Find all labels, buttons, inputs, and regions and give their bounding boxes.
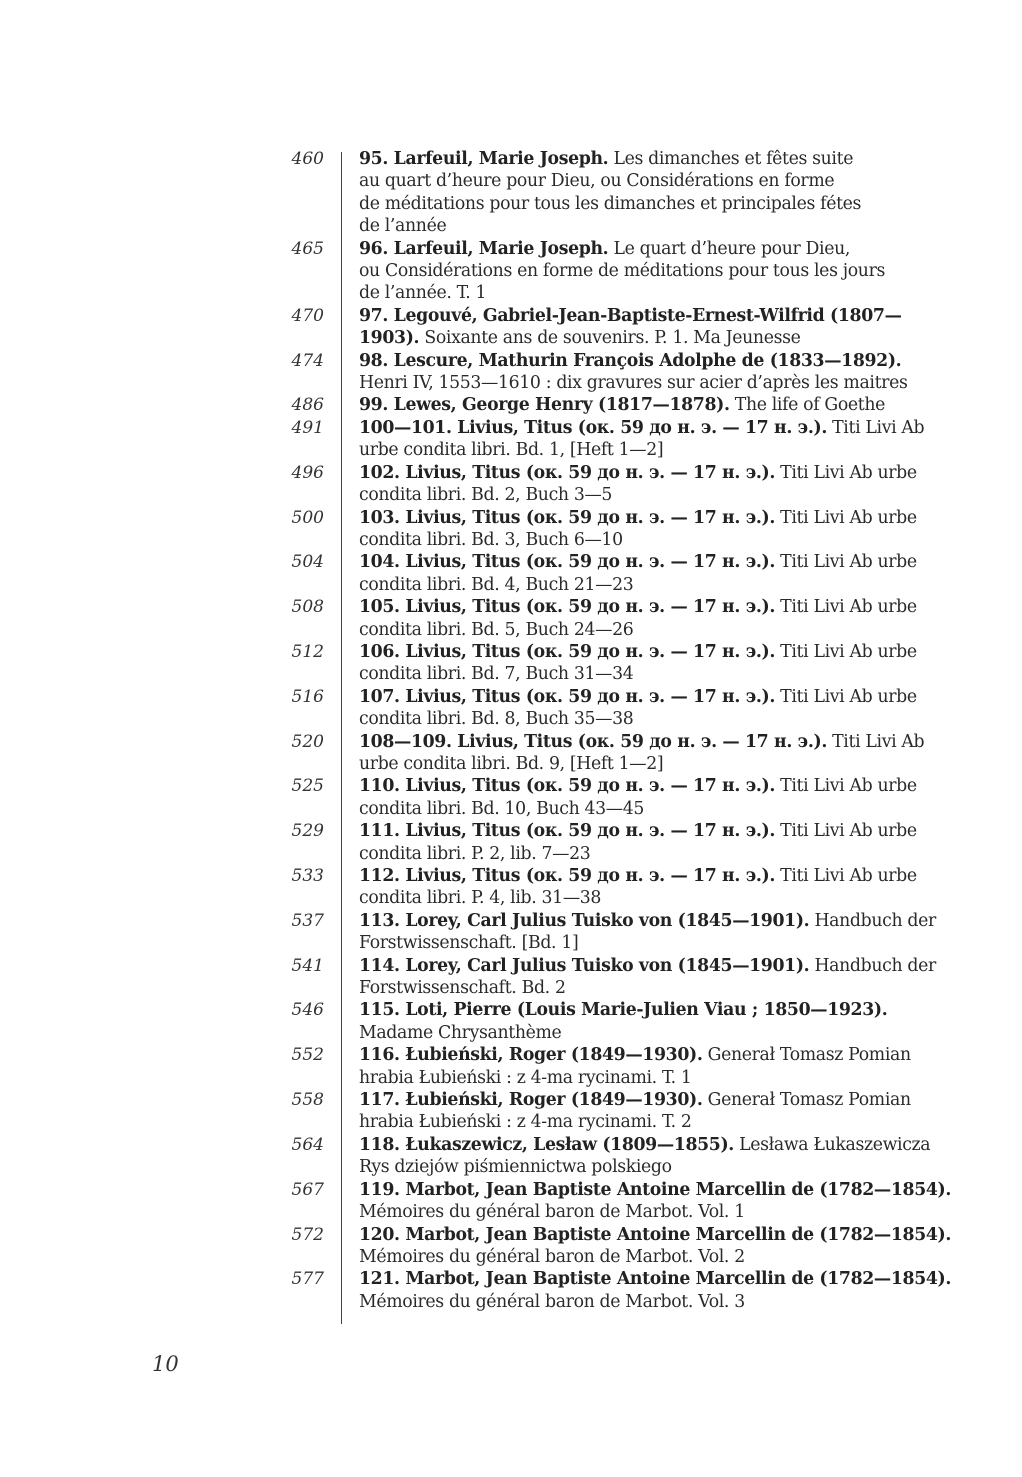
entry-title: urbe condita libri. Bd. 1, [Heft 1—2]: [359, 440, 664, 461]
entry-title: Forstwissenschaft. Bd. 2: [359, 978, 566, 999]
index-entry: [240, 910, 940, 955]
entry-line: [359, 260, 934, 282]
entry-page-number: 546: [291, 1000, 324, 1021]
entry-title: de l’année. T. 1: [359, 283, 487, 304]
index-entry: [240, 1089, 940, 1134]
entry-line: [359, 708, 934, 730]
entry-line: [359, 865, 934, 887]
entry-title: Mémoires du général baron de Marbot. Vol. 1: [359, 1202, 745, 1223]
entry-text: [359, 1268, 952, 1313]
entry-line: [359, 932, 934, 954]
entry-title: Generał Tomasz Pomian: [702, 1045, 911, 1066]
entry-title: Titi Livi Ab urbe: [775, 866, 917, 886]
entry-title: condita libri. Bd. 8, Buch 35—38: [359, 709, 634, 730]
entry-line: [359, 843, 934, 865]
entry-line: [359, 170, 934, 192]
entry-line: [359, 1156, 934, 1178]
index-entry: [240, 775, 940, 820]
entry-heading: 100—101. Livius, Titus (ок. 59 до н. э. — 17 н. э.).: [359, 417, 827, 438]
entry-heading: 112. Livius, Titus (ок. 59 до н. э. — 17 н. э.).: [359, 866, 776, 886]
entry-line: [359, 372, 934, 394]
entry-line: [359, 731, 934, 753]
entry-page-number: 486: [291, 395, 324, 416]
entry-heading: 120. Marbot, Jean Baptiste Antoine Marcellin de (1782—1854).: [359, 1224, 952, 1245]
entry-text: [359, 305, 934, 350]
entry-title: Les dimanches et fêtes suite: [608, 149, 854, 169]
entry-line: [359, 775, 934, 797]
entry-page-number: 474: [291, 350, 324, 371]
entry-text: [359, 1089, 934, 1134]
index-entry: [240, 1134, 940, 1179]
entry-page-number: 541: [291, 955, 324, 976]
entry-line: [359, 619, 934, 641]
entry-title: condita libri. Bd. 3, Buch 6—10: [359, 529, 623, 550]
entry-line: [359, 887, 934, 909]
entry-title: Rys dziejów piśmiennictwa polskiego: [359, 1157, 672, 1178]
entry-heading: 102. Livius, Titus (ок. 59 до н. э. — 17 н. э.).: [359, 462, 776, 483]
entry-text: [359, 350, 934, 395]
index-entry: [240, 1224, 952, 1269]
entry-title: condita libri. Bd. 2, Buch 3—5: [359, 485, 613, 506]
entry-page-number: 470: [291, 305, 324, 326]
entry-title: condita libri. P. 2, lib. 7—23: [359, 843, 591, 864]
index-entry: [240, 305, 940, 350]
entry-title: Handbuch der: [809, 955, 936, 976]
entry-title: Madame Chrysanthème: [359, 1022, 562, 1043]
entry-line: [359, 820, 934, 842]
entry-page-number: 520: [291, 731, 324, 752]
index-entry: [240, 999, 940, 1044]
index-entry: [240, 238, 940, 305]
entry-title: Titi Livi Ab: [826, 417, 925, 438]
entry-line: [359, 238, 934, 260]
entry-page-number: 504: [291, 552, 324, 573]
entry-heading: 97. Legouvé, Gabriel-Jean-Baptiste-Ernest-Wilfrid (1807—: [359, 305, 902, 326]
entry-text: [359, 1134, 934, 1179]
entry-title: Mémoires du général baron de Marbot. Vol. 3: [359, 1291, 745, 1312]
index-entry: [240, 417, 940, 462]
index-entry: [240, 551, 940, 596]
entry-heading: 99. Lewes, George Henry (1817—1878).: [359, 395, 730, 416]
entry-line: [359, 507, 934, 529]
entry-title: Lesława Łukaszewicza: [733, 1134, 931, 1155]
entry-line: [359, 1044, 934, 1066]
entry-line: [359, 798, 934, 820]
entry-line: [359, 1201, 934, 1223]
entry-title: Henri IV, 1553—1610 : dix gravures sur acier d’après les maitres: [359, 373, 908, 394]
entry-line: [359, 1246, 934, 1268]
entry-title: condita libri. Bd. 4, Buch 21—23: [359, 574, 634, 595]
entry-title: Titi Livi Ab urbe: [775, 686, 917, 707]
entry-title: urbe condita libri. Bd. 9, [Heft 1—2]: [359, 753, 664, 774]
index-entry: [240, 686, 940, 731]
entry-title: de l’année: [359, 216, 447, 237]
index-entry: [240, 731, 940, 776]
entry-text: [359, 865, 934, 910]
entry-title: condita libri. Bd. 5, Buch 24—26: [359, 619, 634, 640]
entry-heading: 115. Loti, Pierre (Louis Marie-Julien Viau ; 1850—1923).: [359, 1000, 888, 1021]
entry-title: Titi Livi Ab urbe: [775, 552, 917, 573]
entry-title: hrabia Łubieński : z 4-ma rycinami. T. 2: [359, 1112, 692, 1133]
entry-heading: 121. Marbot, Jean Baptiste Antoine Marcellin de (1782—1854).: [359, 1269, 952, 1290]
entry-text: [359, 731, 934, 776]
entry-title: Titi Livi Ab urbe: [775, 776, 917, 797]
entry-line: [359, 439, 934, 461]
index-entry: [240, 820, 940, 865]
entry-title: hrabia Łubieński : z 4-ma rycinami. T. 1: [359, 1067, 692, 1088]
entry-heading: 106. Livius, Titus (ок. 59 до н. э. — 17 н. э.).: [359, 641, 776, 662]
entry-line: [359, 350, 934, 372]
entry-page-number: 516: [291, 686, 324, 707]
entry-line: [359, 910, 934, 932]
index-entry: [240, 641, 940, 686]
entry-page-number: 525: [291, 776, 324, 797]
entry-text: [359, 955, 934, 1000]
entry-text: [359, 462, 934, 507]
entry-title: Titi Livi Ab urbe: [775, 821, 917, 842]
entry-line: [359, 1022, 934, 1044]
entry-text: [359, 507, 934, 552]
entry-text: [359, 1224, 952, 1269]
entry-title: condita libri. P. 4, lib. 31—38: [359, 888, 602, 909]
index-entry: [240, 507, 940, 552]
index-entry: [240, 148, 940, 238]
entry-title: ou Considérations en forme de méditations pour tous les jours: [359, 261, 885, 282]
entry-line: [359, 305, 934, 327]
entry-text: [359, 596, 934, 641]
entry-line: [359, 663, 934, 685]
entry-line: [359, 999, 934, 1021]
entry-line: [359, 148, 934, 170]
entry-line: [359, 193, 934, 215]
entry-heading: 1903).: [359, 328, 420, 349]
entry-title: condita libri. Bd. 10, Buch 43—45: [359, 798, 644, 819]
entry-heading: 114. Lorey, Carl Julius Tuisko von (1845—1901).: [359, 955, 810, 976]
entry-text: [359, 641, 934, 686]
entry-heading: 96. Larfeuil, Marie Joseph.: [359, 238, 609, 259]
entry-page-number: 512: [291, 641, 324, 662]
entry-title: au quart d’heure pour Dieu, ou Considérations en forme: [359, 171, 835, 192]
entry-text: [359, 394, 934, 416]
entry-heading: 107. Livius, Titus (ок. 59 до н. э. — 17 н. э.).: [359, 686, 776, 707]
entry-line: [359, 484, 934, 506]
entry-text: [359, 999, 934, 1044]
index-entry: [240, 865, 940, 910]
entry-line: [359, 753, 934, 775]
entry-heading: 111. Livius, Titus (ок. 59 до н. э. — 17 н. э.).: [359, 821, 776, 842]
entry-line: [359, 394, 934, 416]
entry-page-number: 508: [291, 597, 324, 618]
entry-line: [359, 1291, 934, 1313]
index-entry: [240, 394, 940, 416]
entry-page-number: 529: [291, 821, 324, 842]
entry-page-number: 491: [291, 417, 324, 438]
entry-line: [359, 551, 934, 573]
entry-line: [359, 977, 934, 999]
entry-text: [359, 910, 934, 955]
entry-title: Titi Livi Ab urbe: [775, 462, 917, 483]
entry-page-number: 558: [291, 1090, 324, 1111]
entry-page-number: 567: [291, 1179, 324, 1200]
entry-line: [359, 1089, 934, 1111]
entry-line: [359, 417, 934, 439]
entry-heading: 103. Livius, Titus (ок. 59 до н. э. — 17 н. э.).: [359, 507, 776, 528]
entry-text: [359, 238, 934, 305]
entry-heading: 108—109. Livius, Titus (ок. 59 до н. э. — 17 н. э.).: [359, 731, 827, 752]
entry-heading: 105. Livius, Titus (ок. 59 до н. э. — 17 н. э.).: [359, 597, 776, 618]
entry-line: [359, 1268, 952, 1290]
entry-text: [359, 820, 934, 865]
index-entry: [240, 350, 940, 395]
entry-title: Mémoires du général baron de Marbot. Vol. 2: [359, 1246, 745, 1267]
entry-title: Titi Livi Ab urbe: [775, 597, 917, 618]
page-number: 10: [152, 1352, 179, 1376]
entry-title: Le quart d’heure pour Dieu,: [608, 238, 851, 259]
entry-text: [359, 1179, 952, 1224]
entry-line: [359, 1179, 952, 1201]
entry-line: [359, 282, 934, 304]
entry-page-number: 496: [291, 462, 324, 483]
entry-page-number: 465: [291, 238, 324, 259]
entry-text: [359, 1044, 934, 1089]
entry-text: [359, 775, 934, 820]
entry-page-number: 577: [291, 1269, 324, 1290]
entry-heading: 110. Livius, Titus (ок. 59 до н. э. — 17 н. э.).: [359, 776, 776, 797]
entry-page-number: 533: [291, 866, 324, 886]
entry-text: [359, 551, 934, 596]
entry-heading: 104. Livius, Titus (ок. 59 до н. э. — 17 н. э.).: [359, 552, 776, 573]
entry-title: de méditations pour tous les dimanches et principales fétes: [359, 193, 862, 214]
index-entry: [240, 1044, 940, 1089]
entry-text: [359, 417, 934, 462]
entry-line: [359, 1134, 934, 1156]
entry-title: Titi Livi Ab urbe: [775, 641, 917, 662]
index-entry: [240, 1179, 952, 1224]
entry-heading: 113. Lorey, Carl Julius Tuisko von (1845—1901).: [359, 910, 810, 931]
entry-line: [359, 529, 934, 551]
entry-line: [359, 462, 934, 484]
entry-heading: 117. Łubieński, Roger (1849—1930).: [359, 1090, 703, 1111]
index-entry: [240, 596, 940, 641]
entry-line: [359, 327, 934, 349]
entry-page-number: 460: [291, 149, 324, 169]
entry-page-number: 572: [291, 1224, 324, 1245]
index-entry: [240, 955, 940, 1000]
entry-heading: 118. Łukaszewicz, Lesław (1809—1855).: [359, 1134, 734, 1155]
entry-heading: 95. Larfeuil, Marie Joseph.: [359, 149, 609, 169]
entry-title: Soixante ans de souvenirs. P. 1. Ma Jeunesse: [419, 328, 801, 349]
entry-page-number: 537: [291, 910, 324, 931]
entry-title: Titi Livi Ab urbe: [775, 507, 917, 528]
entry-page-number: 564: [291, 1134, 324, 1155]
index-entry: [240, 462, 940, 507]
entry-title: Forstwissenschaft. [Bd. 1]: [359, 933, 579, 954]
entry-heading: 119. Marbot, Jean Baptiste Antoine Marcellin de (1782—1854).: [359, 1179, 952, 1200]
entry-page-number: 552: [291, 1045, 324, 1066]
index-list: [240, 148, 952, 1313]
entry-line: [359, 1067, 934, 1089]
entry-title: Titi Livi Ab: [826, 731, 925, 752]
entry-text: [359, 148, 934, 238]
entry-title: Generał Tomasz Pomian: [702, 1090, 911, 1111]
entry-line: [359, 641, 934, 663]
entry-heading: 116. Łubieński, Roger (1849—1930).: [359, 1045, 703, 1066]
entry-text: [359, 686, 934, 731]
entry-line: [359, 596, 934, 618]
entry-title: condita libri. Bd. 7, Buch 31—34: [359, 664, 634, 685]
entry-line: [359, 955, 934, 977]
entry-line: [359, 1111, 934, 1133]
entry-title: Handbuch der: [809, 910, 936, 931]
entry-line: [359, 574, 934, 596]
entry-line: [359, 1224, 952, 1246]
entry-page-number: 500: [291, 507, 324, 528]
index-entry: [240, 1268, 952, 1313]
entry-line: [359, 686, 934, 708]
entry-line: [359, 215, 934, 237]
entry-heading: 98. Lescure, Mathurin François Adolphe de (1833—1892).: [359, 350, 902, 371]
entry-title: The life of Goethe: [729, 395, 886, 416]
